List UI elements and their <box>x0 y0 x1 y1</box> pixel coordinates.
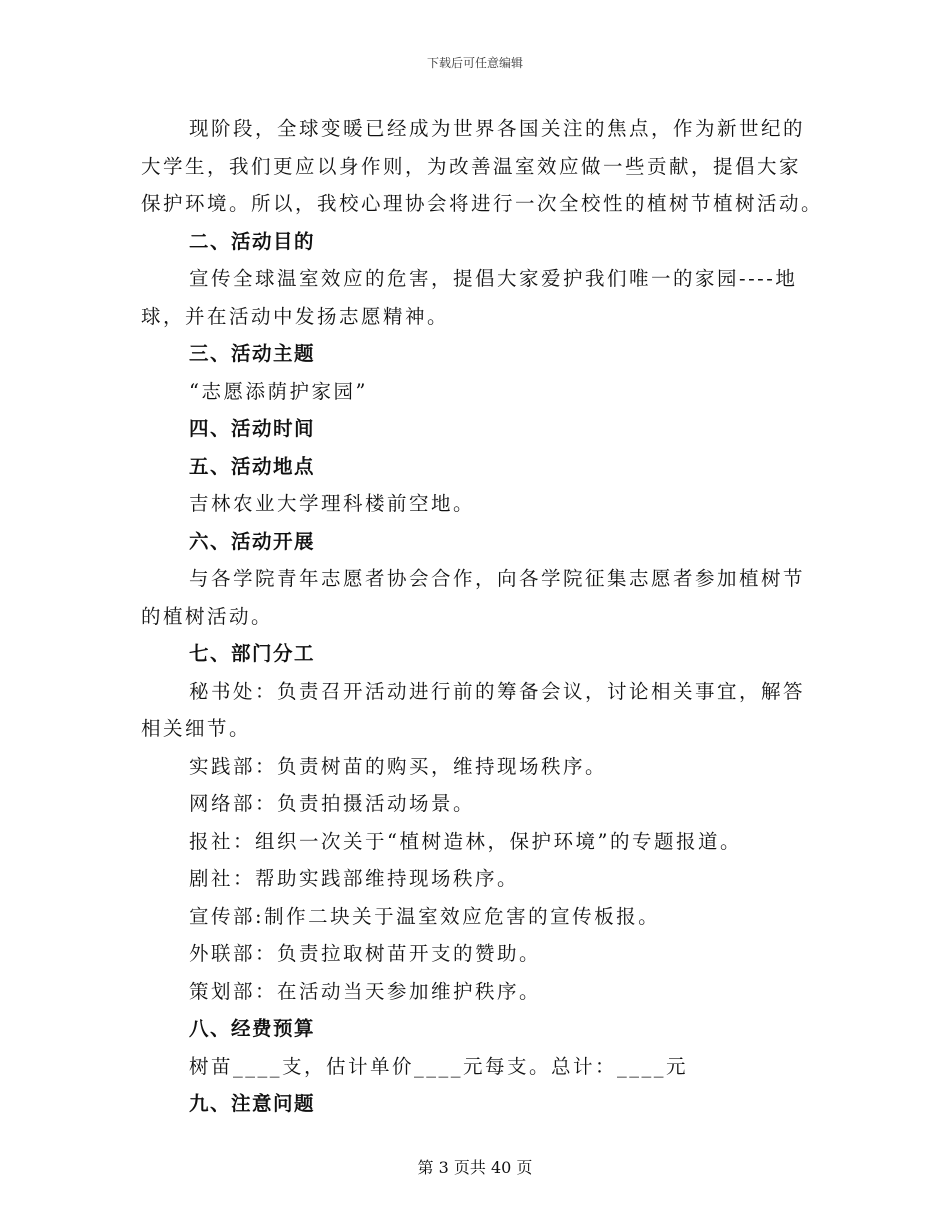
paragraph-line: 保护环境。所以，我校心理协会将进行一次全校性的植树节植树活动。 <box>141 192 824 215</box>
section-heading-purpose: 二、活动目的 <box>189 229 316 253</box>
section-heading-time: 四、活动时间 <box>189 417 316 440</box>
paragraph-line: 吉林农业大学理科楼前空地。 <box>189 492 476 515</box>
section-heading-theme: 三、活动主题 <box>189 342 316 365</box>
paragraph-line: 相关细节。 <box>141 717 252 740</box>
section-heading-carry-out: 六、活动开展 <box>189 529 316 553</box>
paragraph-line: 秘书处：负责召开活动进行前的筹备会议，讨论相关事宜，解答 <box>189 679 806 703</box>
paragraph-line: 与各学院青年志愿者协会合作，向各学院征集志愿者参加植树节 <box>189 567 806 590</box>
paragraph-line: 大学生，我们更应以身作则，为改善温室效应做一些贡献，提倡大家 <box>141 154 802 178</box>
paragraph-line: 树苗____支，估计单价____元每支。总计：____元 <box>189 1054 689 1078</box>
section-heading-location: 五、活动地点 <box>189 454 316 478</box>
paragraph-line: 外联部：负责拉取树苗开支的赞助。 <box>189 942 542 965</box>
paragraph-line: 球，并在活动中发扬志愿精神。 <box>141 304 450 328</box>
paragraph-line: 现阶段，全球变暖已经成为世界各国关注的焦点，作为新世纪的 <box>189 117 806 140</box>
paragraph-line: 网络部：负责拍摄活动场景。 <box>189 792 476 815</box>
header-note: 下载后可任意编辑 <box>426 56 523 70</box>
paragraph-line: 宣传全球温室效应的危害，提倡大家爱护我们唯一的家园----地 <box>189 267 798 290</box>
paragraph-line: 的植树活动。 <box>141 604 274 628</box>
document-body <box>141 110 824 1123</box>
paragraph-line: “志愿添荫护家园” <box>189 379 368 403</box>
section-heading-division: 七、部门分工 <box>189 642 316 665</box>
paragraph-line: 策划部：在活动当天参加维护秩序。 <box>189 979 542 1003</box>
paragraph-line: 宣传部:制作二块关于温室效应危害的宣传板报。 <box>189 904 661 928</box>
paragraph-line: 剧社：帮助实践部维持现场秩序。 <box>189 867 520 890</box>
paragraph-line: 报社：组织一次关于“植树造林，保护环境”的专题报道。 <box>189 829 742 853</box>
paragraph-line: 实践部：负责树苗的购买，维持现场秩序。 <box>189 754 608 778</box>
section-heading-notes: 九、注意问题 <box>189 1092 316 1115</box>
page-number: 第 3 页共 40 页 <box>417 1158 533 1177</box>
section-heading-budget: 八、经费预算 <box>189 1017 316 1040</box>
